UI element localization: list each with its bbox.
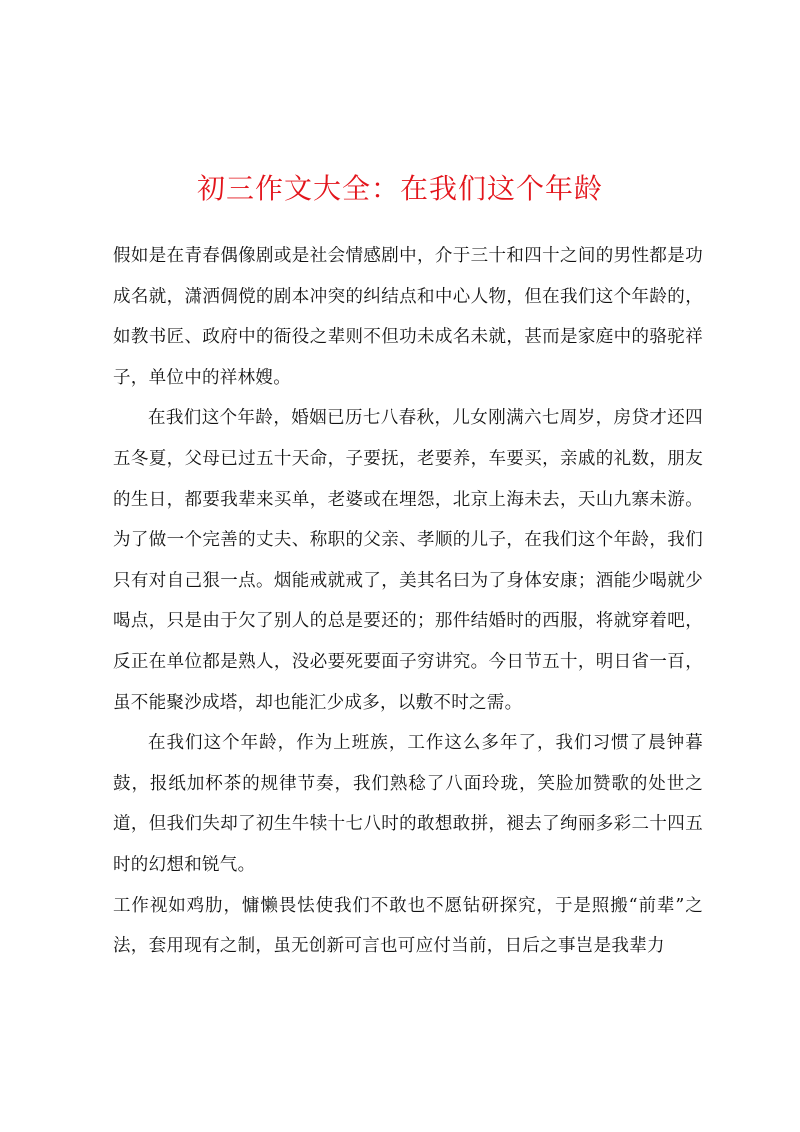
paragraph-3: 在我们这个年龄，作为上班族，工作这么多年了，我们习惯了晨钟暮鼓，报纸加杯茶的规律节奏，我们熟稔了八面玲珑，笑脸加赞歌的处世之道，但我们失却了初生牛犊十七八时的敢想敢拼，褪去了绚丽多彩二十四五时的幻想和锐气。	[113, 733, 703, 875]
document-title: 初三作文大全：在我们这个年龄	[196, 172, 603, 205]
paragraph-4: 工作视如鸡肋，慵懒畏怯使我们不敢也不愿钻研探究，于是照搬“前辈”之法，套用现有之制，虽无创新可言也可应付当前，日后之事岂是我辈力	[113, 895, 703, 957]
paragraph-1: 假如是在青春偶像剧或是社会情感剧中，介于三十和四十之间的男性都是功成名就，潇洒倜傥的剧本冲突的纠结点和中心人物，但在我们这个年龄的，如教书匠、政府中的衙役之辈则不但功未成名未就，甚而是家庭中的骆驼祥子，单位中的祥林嫂。	[113, 246, 703, 388]
document-body	[113, 236, 703, 967]
paragraph-2: 在我们这个年龄，婚姻已历七八春秋，儿女刚满六七周岁，房贷才还四五冬夏，父母已过五十天命，子要抚，老要养，车要买，亲戚的礼数，朋友的生日，都要我辈来买单，老婆或在埋怨，北京上海未去，天山九寨未游。为了做一个完善的丈夫、称职的父亲、孝顺的儿子，在我们这个年龄，我们只有对自己狠一点。烟能戒就戒了，美其名曰为了身体安康；酒能少喝就少喝点，只是由于欠了别人的总是要还的；那件结婚时的西服，将就穿着吧，反正在单位都是熟人，没必要死要面子穷讲究。今日节五十，明日省一百，虽不能聚沙成塔，却也能汇少成多，以敷不时之需。	[113, 408, 703, 713]
